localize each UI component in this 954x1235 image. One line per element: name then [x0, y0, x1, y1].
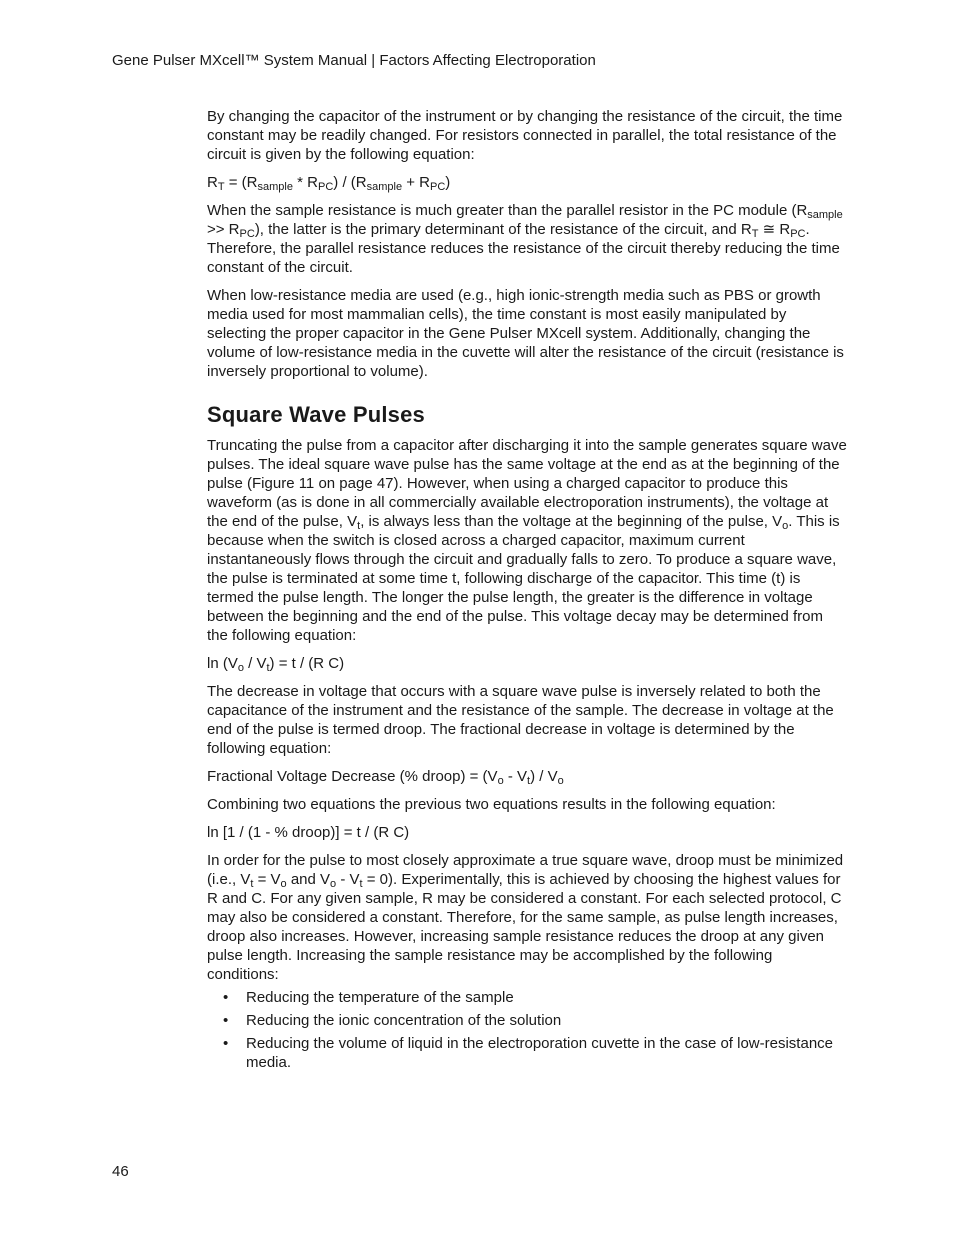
voltage-decay-equation: $\ln (V_o / V_t) = t / (R$ C): [207, 655, 345, 674]
section-paragraph-3: Combining two equations the previous two equations results in the following equation:: [207, 796, 776, 813]
page-number: 46: [112, 1163, 129, 1180]
section-paragraph-4: In order for the pulse to most closely approximate a true square wave, droop must be minimized (i.e., $V_t = V_o$ and $V_o - V_t = 0$). Experimentally, this is achieved by choosing the highest values for R and C. For any given sample, R may be considered a constant. For each selected protocol, C may also be considered a constant. Therefore, for the same sample, as pulse length increases, droop also increases. However, increasing sample resistance reduces the droop at any given pulse length. Increasing the sample resistance may be accomplished by the following conditions:: [207, 852, 844, 983]
bullet-icon: •: [223, 989, 229, 1006]
intro-paragraph-3: When low-resistance media are used (e.g., high ionic-strength media such as PBS or growth media used for most mammalian cells), the time constant is most easily manipulated by selecting the proper capacitor in the Gene Pulser MXcell system. Additionally, changing the volume of low-resistance media in the cuvette will alter the resistance of the circuit (resistance is inversely proportional to volume).: [207, 287, 844, 380]
section-heading: Square Wave Pulses: [207, 402, 425, 427]
intro-paragraph-1: By changing the capacitor of the instrument or by changing the resistance of the circuit, the time constant may be readily changed. For resistors connected in parallel, the total resistance of the circuit is given by the following equation:: [207, 108, 843, 163]
list-item: • Reducing the temperature of the sample: [223, 989, 514, 1006]
section-paragraph-2: The decrease in voltage that occurs with a square wave pulse is inversely related to both the capacitance of the instrument and the resistance of the sample. The decrease in voltage at the end of the pulse is termed droop. The fractional decrease in voltage is determined by the following equation:: [207, 683, 834, 757]
running-header: Gene Pulser MXcell™ System Manual | Factors Affecting Electroporation: [112, 52, 596, 69]
bullet-icon: •: [223, 1035, 229, 1052]
parallel-resistance-equation: $R_T = (R_{sample} * R_{PC}) / (R_{sample} + R_{PC})$: [207, 174, 451, 193]
bullet-icon: •: [223, 1012, 229, 1029]
list-item: • Reducing the volume of liquid in the electroporation cuvette in the case of low-resistance media.: [223, 1035, 833, 1071]
conditions-list: [207, 988, 847, 1072]
combined-equation: ln [1 / (1 - % droop)] = t / (R C): [207, 824, 410, 841]
intro-paragraph-2: When the sample resistance is much greater than the parallel resistor in the PC module $(R_{sample} >> R_{PC})$, the latter is the primary determinant of the resistance of the circuit, and $R_T$ ≅ $R_{PC}$. Therefore, the parallel resistance reduces the resistance of the circuit thereby reducing the time constant of the circuit.: [207, 202, 843, 276]
droop-equation: Fractional Voltage Decrease (% droop) = $(V_o - V_t) / V_o$: [207, 768, 564, 787]
section-paragraph-1: Truncating the pulse from a capacitor after discharging it into the sample generates square wave pulses. The ideal square wave pulse has the same voltage at the end as at the beginning of the pulse (Figure 11 on page 47). However, when using a charged capacitor to produce this waveform (as is done in all commercially available electroporation instruments), the voltage at the end of the pulse, $V_t$, is always less than the voltage at the beginning of the pulse, $V_o$. This is because when the switch is closed across a charged capacitor, maximum current instantaneously flows through the circuit and gradually falls to zero. To produce a square wave, the pulse is terminated at some time t, following discharge of the capacitor. This time (t) is termed the pulse length. The longer the pulse length, the greater is the difference in voltage between the beginning and the end of the pulse. This voltage decay may be determined from the following equation:: [207, 437, 847, 644]
page-body: [207, 107, 847, 1076]
list-item: • Reducing the ionic concentration of the solution: [223, 1012, 562, 1029]
